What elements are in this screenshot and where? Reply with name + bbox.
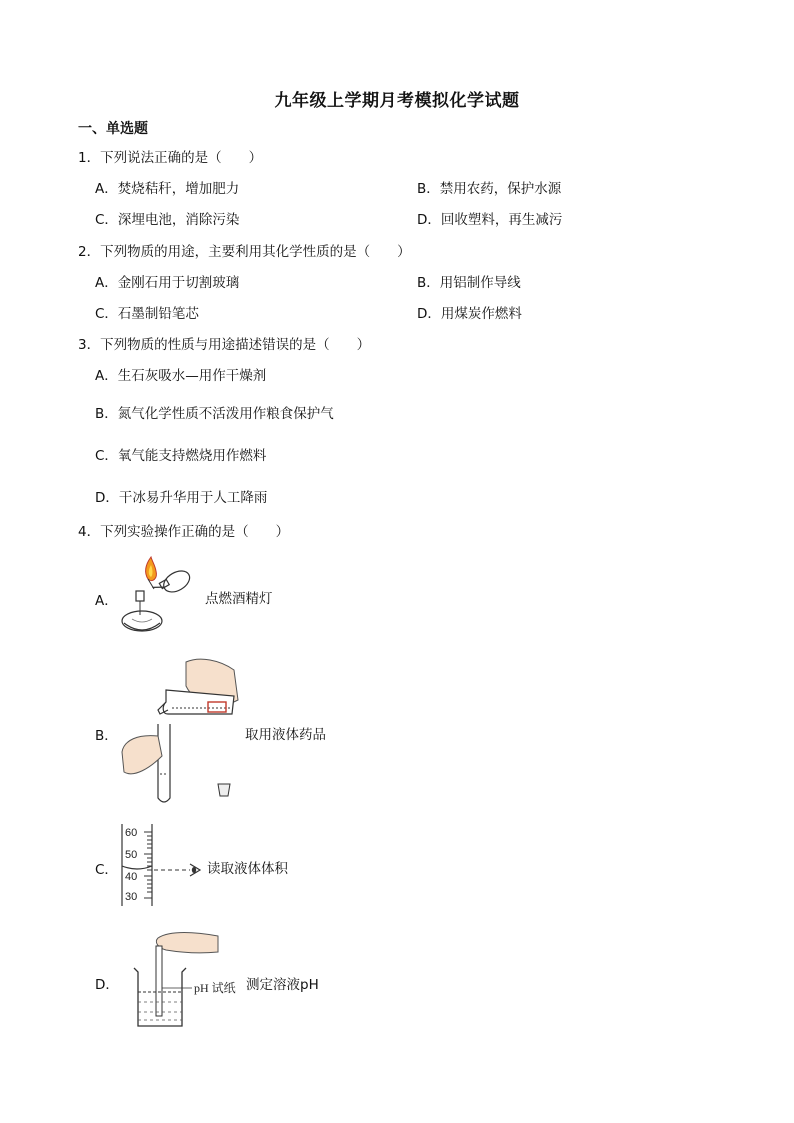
ph-paper-label: pH 试纸	[194, 981, 236, 995]
question-4-option-c-letter: C．	[95, 862, 118, 878]
question-1-option-c: C．深埋电池，消除污染	[95, 212, 240, 228]
measuring-cylinder-illustration	[118, 822, 208, 908]
question-4-stem: 4．下列实验操作正确的是（ ）	[78, 524, 290, 540]
question-4-option-a-caption: 点燃酒精灯	[205, 591, 273, 607]
alcohol-lamp-illustration	[118, 553, 208, 643]
question-1-option-b: B．禁用农药，保护水源	[417, 181, 562, 197]
ph-test-illustration	[130, 928, 245, 1032]
question-2-option-b: B．用铝制作导线	[417, 275, 521, 291]
question-2-option-c: C．石墨制铅笔芯	[95, 306, 199, 322]
page-title: 九年级上学期月考模拟化学试题	[274, 91, 520, 111]
question-1-option-a: A．焚烧秸秆，增加肥力	[95, 181, 240, 197]
cylinder-scale-60: 60	[125, 827, 138, 839]
section-heading: 一、单选题	[78, 121, 148, 137]
question-2-option-d: D．用煤炭作燃料	[417, 306, 522, 322]
question-4-option-a-letter: A．	[95, 593, 118, 609]
question-3-option-c: C．氧气能支持燃烧用作燃料	[95, 448, 267, 464]
question-1-option-d: D．回收塑料，再生减污	[417, 212, 563, 228]
question-4-option-b-letter: B．	[95, 728, 118, 744]
question-4-option-c-caption: 读取液体体积	[207, 861, 288, 877]
cylinder-scale-30: 30	[125, 891, 138, 903]
question-3-option-b: B．氮气化学性质不活泼用作粮食保护气	[95, 406, 334, 422]
question-4-option-d-letter: D．	[95, 977, 119, 993]
question-2-option-a: A．金刚石用于切割玻璃	[95, 275, 240, 291]
question-2-stem: 2．下列物质的用途，主要利用其化学性质的是（ ）	[78, 244, 411, 260]
question-4-option-d-caption: 测定溶液pH	[246, 977, 319, 993]
question-3-option-d: D．干冰易升华用于人工降雨	[95, 490, 268, 506]
cylinder-scale-40: 40	[125, 871, 138, 883]
pouring-liquid-illustration	[120, 656, 245, 806]
question-1-stem: 1．下列说法正确的是（ ）	[78, 150, 263, 166]
question-4-option-b-caption: 取用液体药品	[245, 727, 326, 743]
cylinder-scale-50: 50	[125, 849, 138, 861]
question-3-stem: 3．下列物质的性质与用途描述错误的是（ ）	[78, 337, 371, 353]
question-3-option-a: A．生石灰吸水—用作干燥剂	[95, 368, 267, 384]
